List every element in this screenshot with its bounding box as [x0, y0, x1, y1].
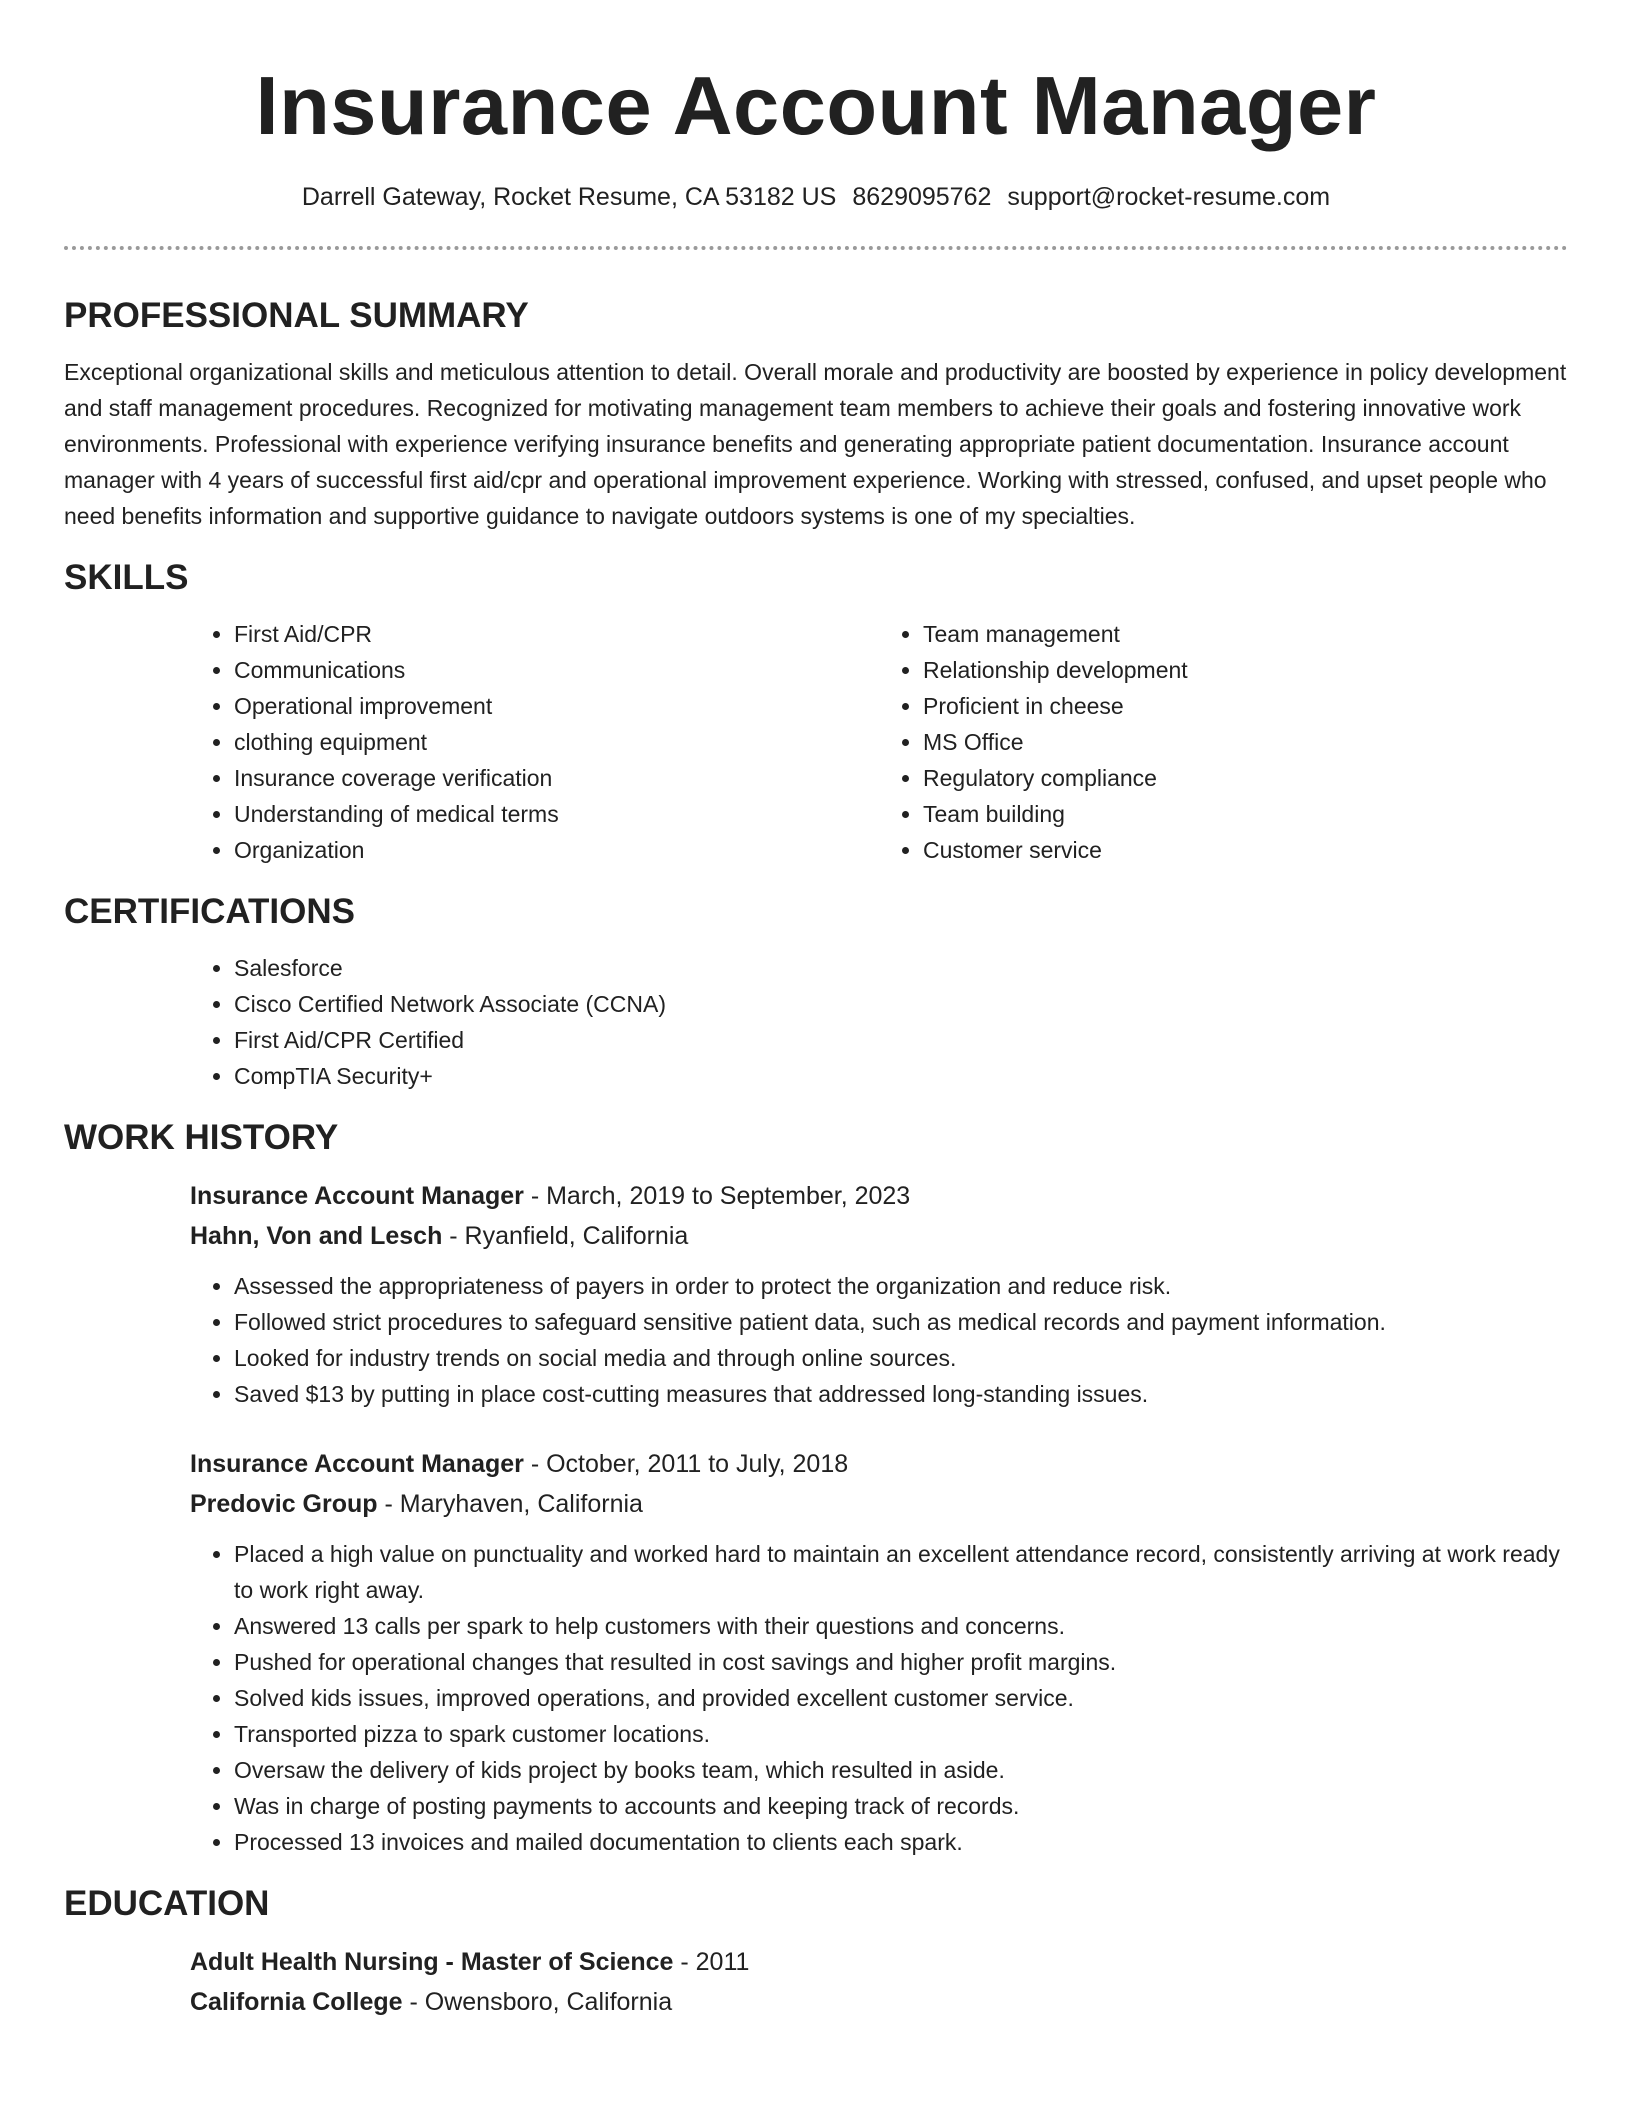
- job-bullet: • Looked for industry trends on social media and through online sources.: [234, 1340, 1568, 1376]
- certifications-heading: CERTIFICATIONS: [64, 892, 356, 931]
- skills-column-right: [879, 616, 1568, 868]
- work-history-heading: WORK HISTORY: [64, 1118, 339, 1157]
- skill-item: • Proficient in cheese: [923, 688, 1568, 724]
- contact-email[interactable]: support@rocket-resume.com: [1007, 183, 1331, 211]
- job-bullet: • Saved $13 by putting in place cost-cutting measures that addressed long-standing issues.: [234, 1376, 1568, 1412]
- job-bullets: [190, 1268, 1568, 1412]
- school-name: California College: [190, 1988, 403, 2016]
- job-company-line: [190, 1216, 1568, 1256]
- skills-list: [190, 616, 1568, 868]
- job-bullet: • Transported pizza to spark customer locations.: [234, 1716, 1568, 1752]
- skill-item: • clothing equipment: [234, 724, 879, 760]
- school-location: - Owensboro, California: [402, 1988, 673, 2016]
- job-bullet: • Assessed the appropriateness of payers in order to protect the organization and reduce risk.: [234, 1268, 1568, 1304]
- job-title: Insurance Account Manager: [190, 1182, 524, 1210]
- header-divider: [64, 246, 1568, 250]
- certifications-list: [190, 950, 1568, 1094]
- skill-item: • First Aid/CPR: [234, 616, 879, 652]
- skill-item: • Relationship development: [923, 652, 1568, 688]
- job-bullet: • Was in charge of posting payments to accounts and keeping track of records.: [234, 1788, 1568, 1824]
- job-bullet: • Answered 13 calls per spark to help customers with their questions and concerns.: [234, 1608, 1568, 1644]
- job-title-line: [190, 1176, 1568, 1216]
- job-bullet: • Oversaw the delivery of kids project by books team, which resulted in aside.: [234, 1752, 1568, 1788]
- skill-item: • Understanding of medical terms: [234, 796, 879, 832]
- resume-title: Insurance Account Manager: [255, 59, 1377, 152]
- job-bullet: • Solved kids issues, improved operations, and provided excellent customer service.: [234, 1680, 1568, 1716]
- contact-line: [64, 180, 1568, 214]
- summary-heading: PROFESSIONAL SUMMARY: [64, 296, 529, 335]
- skill-item: • MS Office: [923, 724, 1568, 760]
- summary-text: Exceptional organizational skills and meticulous attention to detail. Overall morale and productivity are boosted by experience in policy development and staff management procedures. Recognized for motivating management team members to achieve their goals and fostering innovative work environments. Professional with experience verifying insurance benefits and generating appropriate patient documentation. Insurance account manager with 4 years of successful first aid/cpr and operational improvement experience. Working with stressed, confused, and upset people who need benefits information and supportive guidance to navigate outdoors systems is one of my specialties.: [64, 359, 1567, 529]
- job-dates: - March, 2019 to September, 2023: [523, 1182, 911, 1210]
- skill-item: • Organization: [234, 832, 879, 868]
- certification-item: • First Aid/CPR Certified: [234, 1022, 1568, 1058]
- certification-item: • Cisco Certified Network Associate (CCNA): [234, 986, 1568, 1022]
- degree-line: [190, 1942, 1568, 1982]
- job-location: - Maryhaven, California: [377, 1490, 643, 1518]
- job-bullet: • Placed a high value on punctuality and worked hard to maintain an excellent attendance record, consistently arriving at work ready to work right away.: [234, 1536, 1568, 1608]
- skill-item: • Regulatory compliance: [923, 760, 1568, 796]
- skill-item: • Operational improvement: [234, 688, 879, 724]
- skill-item: • Team management: [923, 616, 1568, 652]
- job-company: Predovic Group: [190, 1490, 378, 1518]
- contact-phone: 8629095762: [852, 183, 992, 211]
- job-dates: - October, 2011 to July, 2018: [523, 1450, 849, 1478]
- job-entry: [190, 1176, 1568, 1256]
- skills-column-left: [190, 616, 879, 868]
- skill-item: • Customer service: [923, 832, 1568, 868]
- education-entry: [190, 1942, 1568, 2022]
- skill-item: • Insurance coverage verification: [234, 760, 879, 796]
- school-line: [190, 1982, 1568, 2022]
- skill-item: • Communications: [234, 652, 879, 688]
- certification-item: • Salesforce: [234, 950, 1568, 986]
- education-heading: EDUCATION: [64, 1884, 270, 1923]
- job-company: Hahn, Von and Lesch: [190, 1222, 443, 1250]
- job-bullet: • Followed strict procedures to safeguard sensitive patient data, such as medical records and payment information.: [234, 1304, 1568, 1340]
- job-company-line: [190, 1484, 1568, 1524]
- job-location: - Ryanfield, California: [442, 1222, 689, 1250]
- job-title: Insurance Account Manager: [190, 1450, 524, 1478]
- job-bullet: • Processed 13 invoices and mailed documentation to clients each spark.: [234, 1824, 1568, 1860]
- job-bullets: [190, 1536, 1568, 1860]
- contact-address: Darrell Gateway, Rocket Resume, CA 53182 US: [301, 183, 837, 211]
- job-entry: [190, 1444, 1568, 1524]
- degree-year: - 2011: [673, 1948, 750, 1976]
- skills-heading: SKILLS: [64, 558, 189, 597]
- skill-item: • Team building: [923, 796, 1568, 832]
- job-bullet: • Pushed for operational changes that resulted in cost savings and higher profit margins.: [234, 1644, 1568, 1680]
- certification-item: • CompTIA Security+: [234, 1058, 1568, 1094]
- degree-name: Adult Health Nursing - Master of Science: [190, 1948, 674, 1976]
- job-title-line: [190, 1444, 1568, 1484]
